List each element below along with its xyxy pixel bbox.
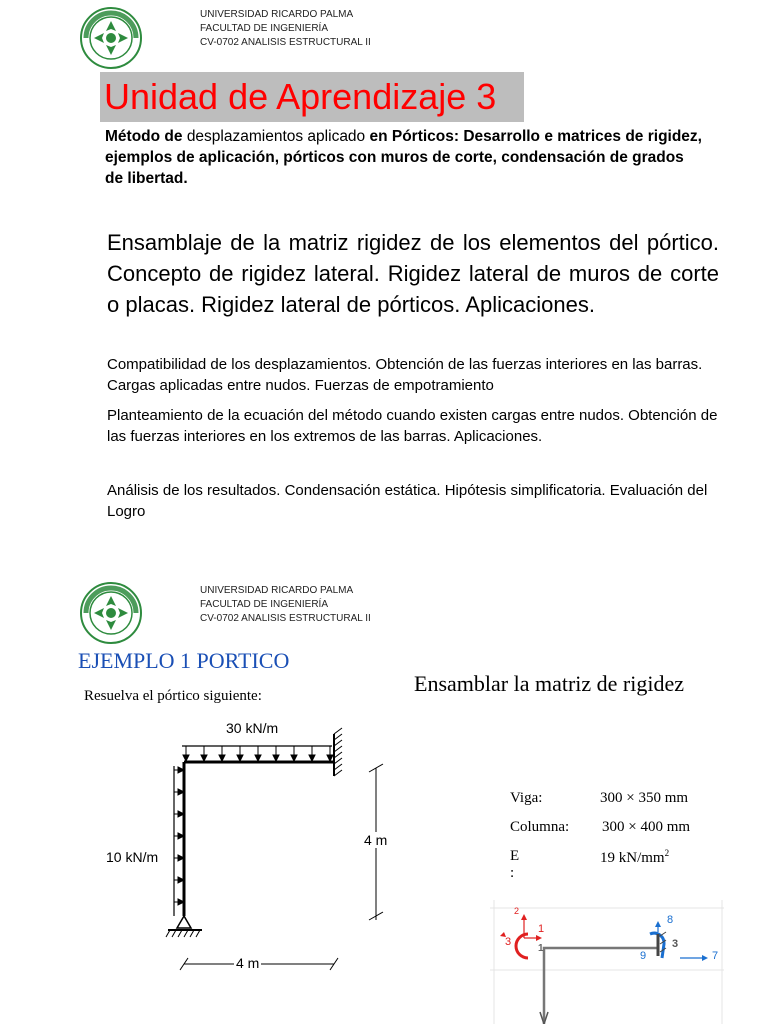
header-block-2 [200,584,371,626]
property-label: Viga: [510,790,543,806]
content-paragraph-3: Análisis de los resultados. Condensación estática. Hipótesis simplificatoria. Evaluación del Logro [107,482,708,520]
method-bold-1: Método de [105,128,187,145]
unit-description [105,126,705,189]
property-label: Columna: [510,819,570,835]
dof-label-2: 2 [514,906,520,916]
university-logo-2 [80,582,142,644]
header-course: CV-0702 ANALISIS ESTRUCTURAL II [200,37,371,48]
dof-arrow-1 [536,935,542,941]
pin-support [177,916,191,928]
method-normal: desplazamientos aplicado [186,128,370,145]
property-value-group [600,848,669,867]
header-block [200,8,371,50]
fixed-support-hatch [334,728,342,776]
dof-label-3b: 3 [672,938,679,950]
load-left-label: 10 kN/m [106,849,159,865]
header-university: UNIVERSIDAD RICARDO PALMA [200,9,354,20]
dof-label-8: 8 [667,914,674,926]
content-main-paragraph: Ensamblaje de la matriz rigidez de los elementos del pórtico. Concepto de rigidez lateral. Rigidez lateral de muros de corte o placas. Rigidez lateral de pórticos. Aplicaciones. [107,230,719,317]
example-title: EJEMPLO 1 PORTICO [78,648,290,673]
node-label-1: 1 [538,943,544,954]
property-value: 300 × 350 mm [600,790,689,806]
method-bold-2: en Pórticos: Desarrollo e matrices de rigidez, ejemplos de aplicación, pórticos con muros de corte, condensación de grados de libertad. [105,128,702,187]
property-value: 300 × 400 mm [602,819,691,835]
pin-support-hatch [166,930,200,937]
dof-diagram [490,900,730,1024]
dof-label-1: 1 [538,923,545,935]
load-top-label: 30 kN/m [226,720,279,736]
university-logo [80,7,142,69]
header-university: UNIVERSIDAD RICARDO PALMA [200,585,354,596]
dof-arrow-7 [702,955,708,961]
dof-label-9: 9 [640,950,647,962]
header-faculty: FACULTAD DE INGENIERÍA [200,23,328,34]
frame-diagram [96,712,406,974]
property-value: 19 kN/mm [600,850,665,866]
dof-arrow-2 [521,914,527,920]
property-exponent: 2 [664,848,670,858]
unit-title: Unidad de Aprendizaje 3 [100,72,524,122]
property-label: E : [510,848,520,881]
dof-label-7: 7 [712,950,719,962]
header-course: CV-0702 ANALISIS ESTRUCTURAL II [200,613,371,624]
example-prompt: Resuelva el pórtico siguiente: [84,688,262,704]
example-task: Ensamblar la matriz de rigidez [414,671,684,696]
dim-width-label: 4 m [236,955,260,971]
header-faculty: FACULTAD DE INGENIERÍA [200,599,328,610]
dof-arrow-8 [655,921,661,927]
dim-height-label: 4 m [364,832,388,848]
dof-label-3: 3 [505,936,512,948]
top-load-arrows [183,746,333,761]
content-paragraph-1: Compatibilidad de los desplazamientos. Obtención de las fuerzas interiores en las barras. Cargas aplicadas entre nudos. Fuerzas de empotramiento [107,356,703,394]
content-paragraph-2: Planteamiento de la ecuación del método cuando existen cargas entre nudos. Obtención de las fuerzas interiores en los extremos de las barras. Aplicaciones. [107,407,718,445]
